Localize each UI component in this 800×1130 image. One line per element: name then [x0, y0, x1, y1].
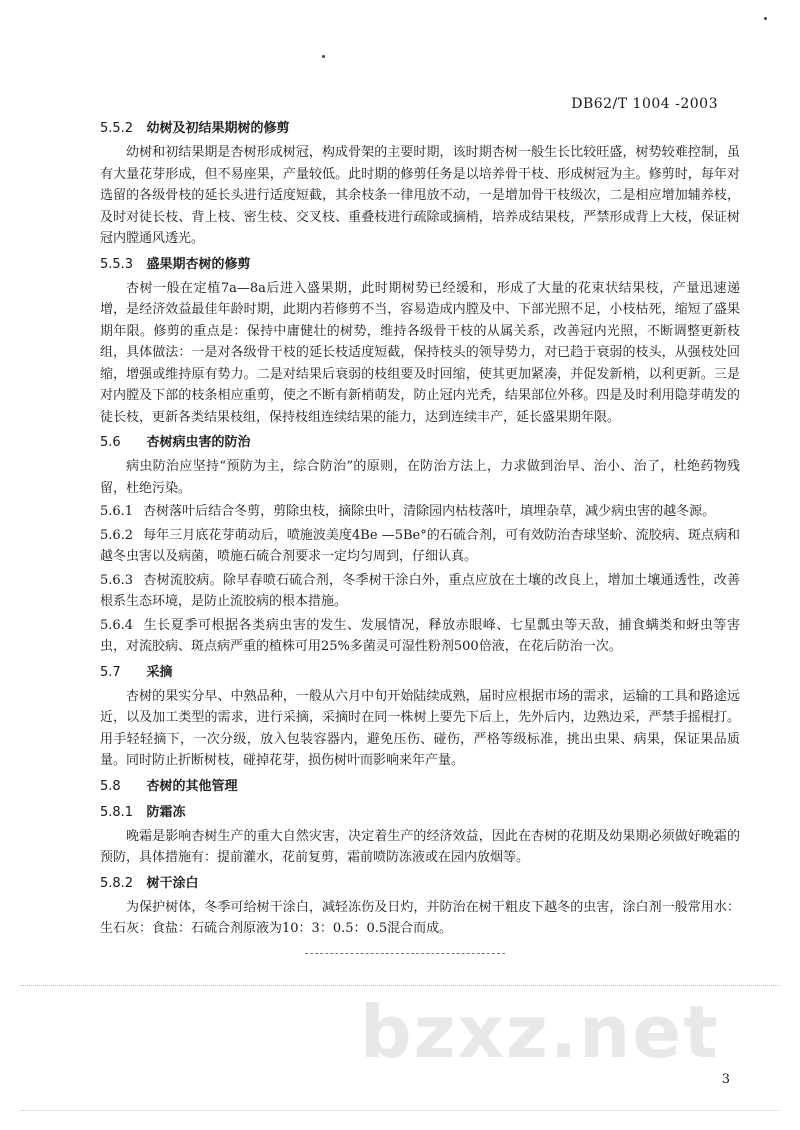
heading-5-5-2 [100, 118, 740, 140]
clause-number: 5.6.4 [100, 617, 134, 633]
clause-number: 5.5.3 [100, 256, 134, 272]
clause-title: 采摘 [146, 664, 173, 680]
paragraph: 晚霜是影响杏树生产的重大自然灾害，决定着生产的经济效益，因此在杏树的花期及幼果期必须做好晚霜的预防，具体措施有：提前灌水，花前复剪，霜前喷防冻液或在园内放烟等。 [100, 828, 740, 865]
clause-number: 5.6.3 [100, 572, 134, 588]
paragraph: 杏树一般在定植7a—8a后进入盛果期，此时期树势已经缓和，形成了大量的花束状结果枝，产量迅速递增，是经济效益最佳年龄时期，此期内若修剪不当，容易造成内膛及中、下部光照不足，小枝枯死，缩短了盛果期年限。修剪的重点是：保持中庸健壮的树势，维持各级骨干枝的从属关系，改善冠内光照，不断调整更新枝组，具体做法：一是对各级骨干枝的延长枝适度短截，保持枝头的领导势力，对已趋于衰弱的枝头，从强枝处回缩，增强或维持原有势力。二是对结果后衰弱的枝组要及时回缩，使其更加紧凑，并促发新梢，以利更新。三是对内膛及下部的枝条相应重剪，使之不断有新梢萌发，防止冠内光秃，结果部位外移。四是及时利用隐芽萌发的徒长枝，更新各类结果枝组，保持枝组连续结果的能力，达到连续丰产，延长盛果期年限。 [100, 280, 740, 425]
clause-number: 5.6 [100, 435, 121, 450]
heading-5-8-2 [100, 873, 740, 895]
scan-speck [764, 17, 767, 20]
clause-number: 5.8.2 [100, 875, 134, 891]
scan-speck [322, 55, 325, 58]
end-of-text-rule [305, 953, 505, 955]
heading-5-5-3 [100, 254, 740, 276]
clause-number: 5.7 [100, 664, 121, 680]
document-body [100, 114, 740, 942]
clause-title: 杏树病虫害的防治 [146, 435, 251, 450]
clause-title: 树干涂白 [146, 875, 199, 891]
clause-title: 防霜冻 [146, 804, 186, 820]
clause-number: 5.8.1 [100, 804, 134, 820]
clause-title: 杏树的其他管理 [146, 778, 238, 794]
clause-title: 盛果期杏树的修剪 [146, 256, 251, 272]
clause-number: 5.6.2 [100, 527, 134, 543]
page-number: 3 [721, 1072, 730, 1087]
heading-5-7 [100, 662, 740, 684]
clause-number: 5.5.2 [100, 121, 134, 136]
clause-5-6-3 [100, 570, 740, 613]
scan-artifact-line [20, 985, 780, 988]
paragraph: 杏树的果实分早、中熟品种，一般从六月中旬开始陆续成熟，届时应根据市场的需求，运输的工具和路途远近，以及加工类型的需求，进行采摘，采摘时在同一株树上要先下后上，先外后内，边熟边采，严禁手摇棍打。用手轻轻摘下，一次分级，放入包装容器内，避免压伤、碰伤，严格等级标准，挑出虫果、病果，保证果品质量。同时防止折断树枝，碰掉花芽，损伤树叶而影响来年产量。 [100, 688, 740, 768]
clause-text: 杏树落叶后结合冬剪，剪除虫枝，摘除虫叶，清除园内枯枝落叶，填埋杂草，减少病虫害的越冬源。 [143, 504, 716, 519]
paragraph: 为保护树体，冬季可给树干涂白，减轻冻伤及日灼，并防治在树干粗皮下越冬的虫害，涂白剂一般常用水：生石灰：食盐：石硫合剂原液为10：3：0.5：0.5混合而成。 [100, 899, 740, 936]
heading-5-6 [100, 432, 740, 454]
scan-artifact-line [20, 1110, 780, 1113]
clause-5-6-4 [100, 615, 740, 658]
watermark-text: bzxz.net [360, 990, 720, 1074]
clause-number: 5.8 [100, 778, 121, 794]
standard-code: DB62/T 1004 -2003 [571, 96, 718, 112]
heading-5-8-1 [100, 802, 740, 824]
clause-5-6-1 [100, 501, 740, 523]
clause-title: 幼树及初结果期树的修剪 [146, 121, 290, 136]
heading-5-8 [100, 776, 740, 798]
clause-text: 杏树流胶病。除早春喷石硫合剂，冬季树干涂白外，重点应放在土壤的改良上，增加土壤通透性，改善根系生态环境，是防止流胶病的根本措施。 [100, 572, 740, 609]
clause-5-6-2 [100, 525, 740, 568]
paragraph: 幼树和初结果期是杏树形成树冠，构成骨架的主要时期，该时期杏树一般生长比较旺盛，树势较难控制，虽有大量花芽形成，但不易座果，产量较低。此时期的修剪任务是以培养骨干枝、形成树冠为主。修剪时，每年对选留的各级骨枝的延长头进行适度短截，其余枝条一律甩放不动，一是增加骨干枝级次，二是相应增加辅养枝，及时对徒长枝、背上枝、密生枝、交叉枝、重叠枝进行疏除或摘梢，培养成结果枝，严禁形成背上大枝，保证树冠内膛通风透光。 [100, 145, 740, 246]
clause-text: 生长夏季可根据各类病虫害的发生、发展情况，释放赤眼峰、七星瓢虫等天敌，捕食螨类和蚜虫等害虫，对流胶病、斑点病严重的植株可用25%多菌灵可湿性粉剂500倍液，在花后防治一次。 [100, 617, 740, 654]
clause-text: 每年三月底花芽萌动后，喷施波美度4Be —5Be°的石硫合剂，可有效防治杏球坚蚧、流胶病、斑点病和越冬虫害以及病菌，喷施石硫合剂要求一定均匀周到，仔细认真。 [100, 527, 740, 564]
paragraph: 病虫防治应坚持“预防为主，综合防治”的原则，在防治方法上，力求做到治早、治小、治了，杜绝药物残留，杜绝污染。 [100, 459, 740, 496]
clause-number: 5.6.1 [100, 504, 134, 519]
